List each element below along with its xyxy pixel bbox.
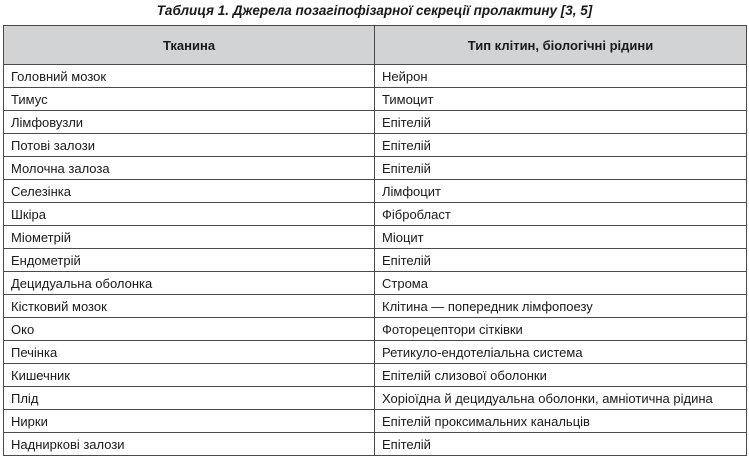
tissue-cell: Тимус <box>4 88 375 111</box>
table-row <box>4 433 747 456</box>
tissue-cell: Кістковий мозок <box>4 295 375 318</box>
table-row <box>4 410 747 433</box>
table-row <box>4 111 747 134</box>
tissue-cell: Потові залози <box>4 134 375 157</box>
cell-type-cell: Клітина — попередник лімфопоезу <box>375 295 747 318</box>
table-row <box>4 364 747 387</box>
cell-type-cell: Лімфоцит <box>375 180 747 203</box>
table-row <box>4 203 747 226</box>
table-row <box>4 88 747 111</box>
table-row <box>4 318 747 341</box>
cell-type-cell: Епітелій <box>375 249 747 272</box>
table-row <box>4 387 747 410</box>
table-row <box>4 134 747 157</box>
cell-type-cell: Епітелій слизової оболонки <box>375 364 747 387</box>
tissue-cell: Око <box>4 318 375 341</box>
table-row <box>4 341 747 364</box>
tissue-cell: Головний мозок <box>4 65 375 88</box>
cell-type-cell: Фібробласт <box>375 203 747 226</box>
tissue-cell: Молочна залоза <box>4 157 375 180</box>
cell-type-cell: Епітелій <box>375 111 747 134</box>
table-row <box>4 226 747 249</box>
tissue-cell: Ендометрій <box>4 249 375 272</box>
prolactin-sources-table <box>3 25 747 456</box>
table-row <box>4 272 747 295</box>
tissue-cell: Селезінка <box>4 180 375 203</box>
table-caption: Таблиця 1. Джерела позагіпофізарної секреції пролактину [3, 5] <box>156 3 593 18</box>
cell-type-cell: Нейрон <box>375 65 747 88</box>
tissue-cell: Децидуальна оболонка <box>4 272 375 295</box>
cell-type-cell: Хоріоїдна й децидуальна оболонки, амніотична рідина <box>375 387 747 410</box>
column-header-cell-type: Тип клітин, біологічні рідини <box>375 26 747 65</box>
cell-type-cell: Епітелій <box>375 433 747 456</box>
column-header-tissue: Тканина <box>4 26 375 65</box>
cell-type-cell: Епітелій проксимальних канальців <box>375 410 747 433</box>
table-row <box>4 65 747 88</box>
tissue-cell: Надниркові залози <box>4 433 375 456</box>
cell-type-cell: Строма <box>375 272 747 295</box>
tissue-cell: Печінка <box>4 341 375 364</box>
header-row <box>4 26 747 65</box>
tissue-cell: Міометрій <box>4 226 375 249</box>
tissue-cell: Кишечник <box>4 364 375 387</box>
table-row <box>4 157 747 180</box>
tissue-cell: Плід <box>4 387 375 410</box>
table-body <box>4 65 747 456</box>
cell-type-cell: Міоцит <box>375 226 747 249</box>
tissue-cell: Лімфовузли <box>4 111 375 134</box>
tissue-cell: Шкіра <box>4 203 375 226</box>
table-header <box>4 26 747 65</box>
table-row <box>4 295 747 318</box>
tissue-cell: Нирки <box>4 410 375 433</box>
table-row <box>4 180 747 203</box>
cell-type-cell: Епітелій <box>375 134 747 157</box>
cell-type-cell: Ретикуло-ендотеліальна система <box>375 341 747 364</box>
table-row <box>4 249 747 272</box>
cell-type-cell: Епітелій <box>375 157 747 180</box>
cell-type-cell: Фоторецептори сітківки <box>375 318 747 341</box>
cell-type-cell: Тимоцит <box>375 88 747 111</box>
